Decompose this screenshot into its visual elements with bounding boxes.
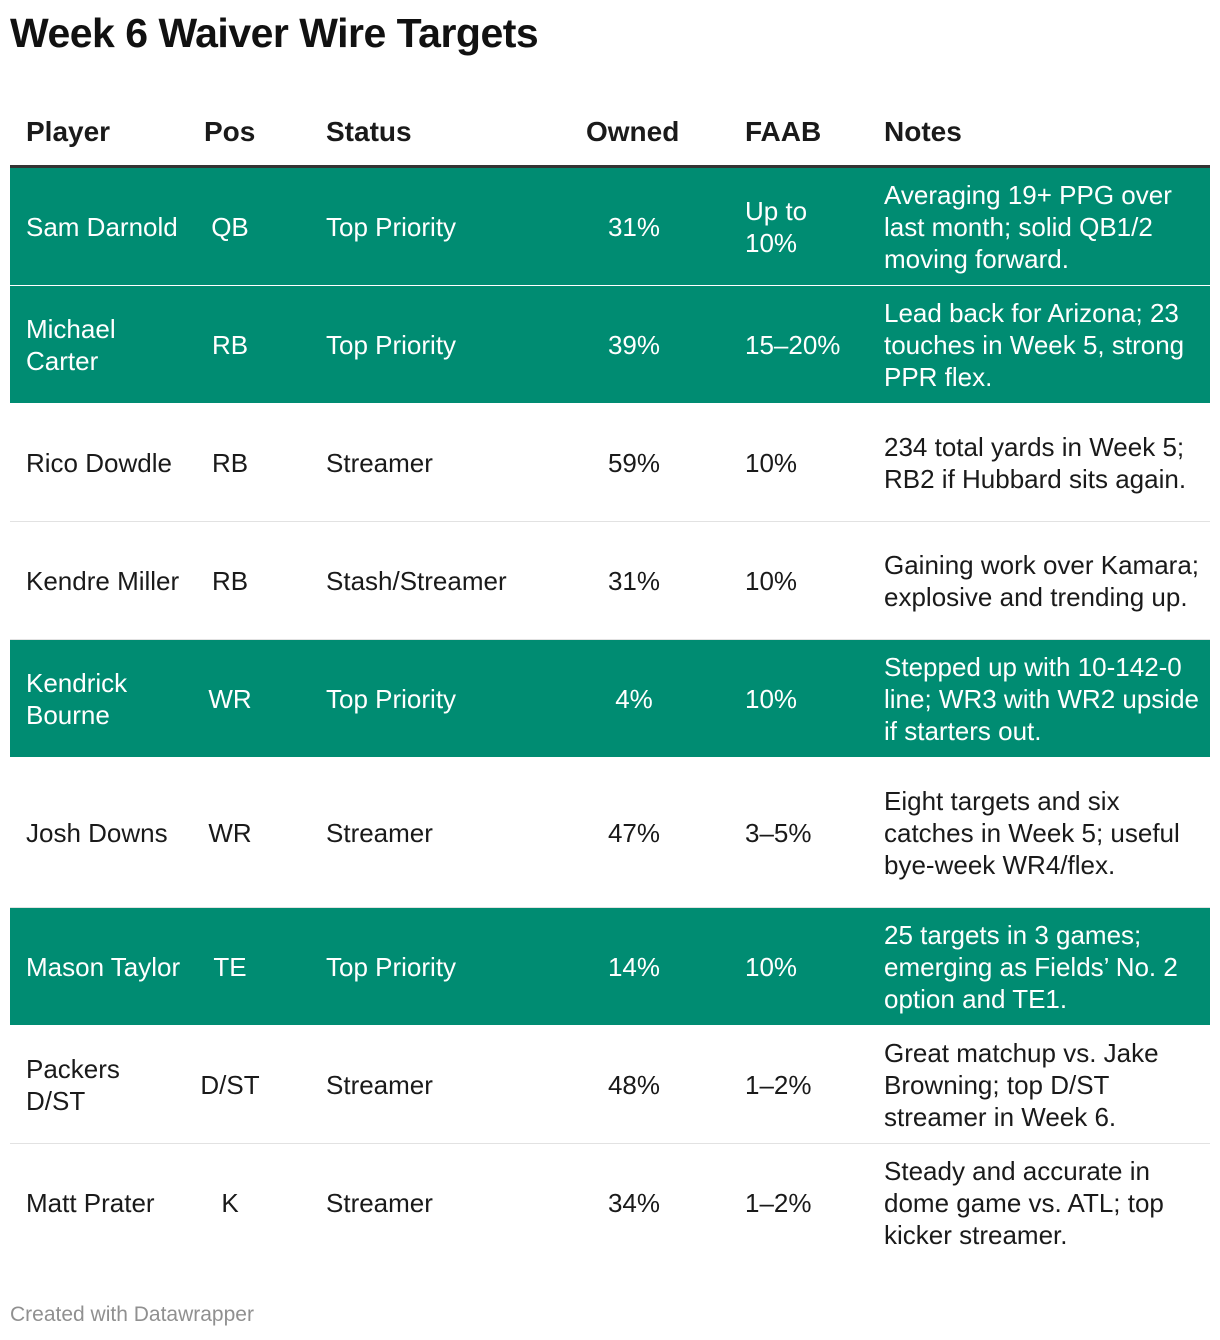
status: Top Priority bbox=[326, 211, 457, 242]
status: Streamer bbox=[326, 1188, 433, 1218]
status: Streamer bbox=[326, 447, 433, 478]
column-header-status[interactable]: Status bbox=[326, 116, 412, 147]
notes: Averaging 19+ PPG over last month; solid QB1/2 moving forward. bbox=[884, 179, 1172, 274]
faab-bid: 10% bbox=[745, 951, 798, 982]
owned-percent: 48% bbox=[607, 1069, 661, 1100]
table-title: Week 6 Waiver Wire Targets bbox=[10, 10, 539, 56]
column-header-owned[interactable]: Owned bbox=[586, 116, 680, 147]
position: TE bbox=[213, 951, 247, 982]
faab-bid: 10% bbox=[745, 683, 798, 714]
table-row bbox=[10, 758, 1210, 908]
notes: Great matchup vs. Jake Browning; top D/ST streamer in Week 6. bbox=[884, 1037, 1159, 1132]
status: Top Priority bbox=[326, 951, 457, 982]
owned-percent: 4% bbox=[615, 683, 653, 714]
credit-footer: Created with Datawrapper bbox=[10, 1303, 254, 1326]
table-header bbox=[10, 98, 1210, 168]
position: D/ST bbox=[200, 1069, 260, 1100]
owned-percent: 31% bbox=[607, 565, 661, 596]
faab-bid: 10% bbox=[745, 447, 798, 478]
player-name: Kendre Miller bbox=[26, 565, 180, 596]
position: K bbox=[221, 1188, 239, 1218]
position: RB bbox=[211, 565, 249, 596]
position: QB bbox=[211, 211, 249, 242]
player-name: Sam Darnold bbox=[26, 211, 178, 242]
owned-percent: 39% bbox=[607, 329, 661, 360]
faab-bid: 1–2% bbox=[745, 1188, 812, 1218]
status: Stash/Streamer bbox=[326, 565, 507, 596]
table-row bbox=[10, 640, 1210, 758]
table-row bbox=[10, 286, 1210, 404]
status: Top Priority bbox=[326, 329, 457, 360]
position: RB bbox=[211, 329, 249, 360]
status: Streamer bbox=[326, 817, 433, 848]
player-name: Michael Carter bbox=[26, 313, 116, 376]
player-name: Josh Downs bbox=[26, 817, 168, 848]
position: WR bbox=[208, 683, 252, 714]
column-header-pos[interactable]: Pos bbox=[204, 116, 256, 147]
column-header-faab[interactable]: FAAB bbox=[745, 116, 822, 147]
notes: Eight targets and six catches in Week 5; useful bye-week WR4/flex. bbox=[884, 785, 1180, 880]
column-header-player[interactable]: Player bbox=[26, 116, 111, 147]
faab-bid: 15–20% bbox=[745, 329, 841, 360]
notes: Stepped up with 10-142-0 line; WR3 with WR2 upside if starters out. bbox=[884, 651, 1199, 746]
status: Top Priority bbox=[326, 683, 457, 714]
status: Streamer bbox=[326, 1069, 433, 1100]
notes: 25 targets in 3 games; emerging as Fields’ No. 2 option and TE1. bbox=[884, 919, 1178, 1014]
waiver-table bbox=[10, 98, 1210, 1262]
table-row bbox=[10, 404, 1210, 522]
table-row bbox=[10, 1026, 1210, 1144]
table-row bbox=[10, 908, 1210, 1026]
owned-percent: 34% bbox=[607, 1188, 661, 1218]
owned-percent: 31% bbox=[607, 211, 661, 242]
position: RB bbox=[211, 447, 249, 478]
owned-percent: 47% bbox=[607, 817, 661, 848]
faab-bid: 3–5% bbox=[745, 817, 812, 848]
owned-percent: 14% bbox=[607, 951, 661, 982]
faab-bid: 10% bbox=[745, 565, 798, 596]
player-name: Rico Dowdle bbox=[26, 447, 172, 478]
position: WR bbox=[208, 817, 252, 848]
table-row bbox=[10, 1144, 1210, 1262]
faab-bid: 1–2% bbox=[745, 1069, 812, 1100]
player-name: Matt Prater bbox=[26, 1188, 155, 1218]
faab-bid: Up to 10% bbox=[745, 195, 808, 258]
notes: 234 total yards in Week 5; RB2 if Hubbard sits again. bbox=[884, 431, 1187, 494]
table-row bbox=[10, 168, 1210, 286]
notes: Gaining work over Kamara; explosive and trending up. bbox=[884, 549, 1200, 612]
owned-percent: 59% bbox=[607, 447, 661, 478]
table-row bbox=[10, 522, 1210, 640]
player-name: Packers D/ST bbox=[26, 1053, 120, 1116]
column-header-notes[interactable]: Notes bbox=[884, 116, 962, 147]
player-name: Kendrick Bourne bbox=[26, 667, 128, 730]
player-name: Mason Taylor bbox=[26, 951, 181, 982]
notes: Steady and accurate in dome game vs. ATL; top kicker streamer. bbox=[884, 1156, 1164, 1250]
notes: Lead back for Arizona; 23 touches in Week 5, strong PPR flex. bbox=[884, 297, 1185, 392]
